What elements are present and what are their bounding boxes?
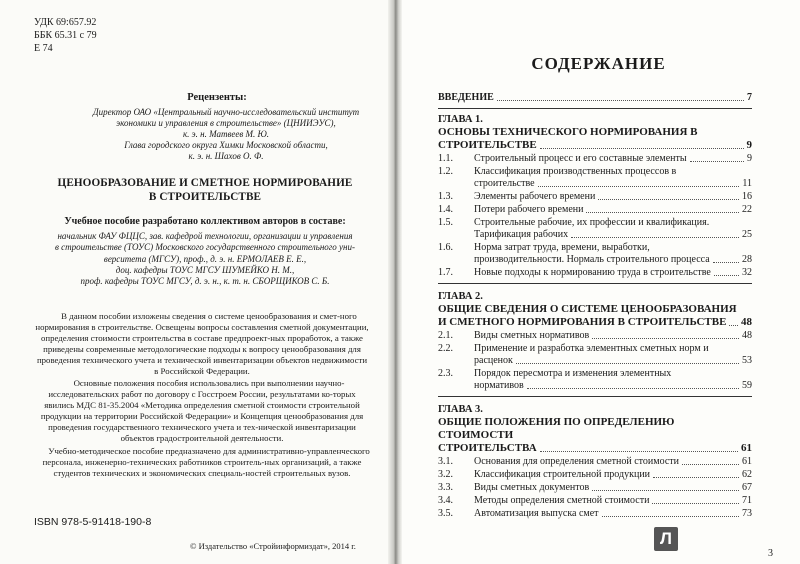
- chapter-page: 61: [741, 442, 752, 454]
- leader-dots: [682, 464, 739, 465]
- reviewer-line: Глава городского округа Химки Московской области,: [124, 140, 328, 150]
- section-page: 71: [742, 495, 752, 506]
- authors-list: [40, 231, 370, 287]
- section-number: 1.1.: [438, 153, 453, 164]
- leader-dots: [497, 100, 744, 101]
- leader-dots: [714, 275, 739, 276]
- abstract: [34, 311, 370, 481]
- section-page: 11: [742, 178, 752, 189]
- chapter-title-line: ОБЩИЕ СВЕДЕНИЯ О СИСТЕМЕ ЦЕНООБРАЗОВАНИЯ: [438, 303, 737, 315]
- toc-section[interactable]: [438, 217, 752, 241]
- reviewers-list: [78, 107, 374, 162]
- author-line: проф. кафедры ТОУС МГСУ, д. э. н., к. т. н. СБОРЩИКОВ С. Б.: [80, 276, 330, 287]
- toc-section[interactable]: [438, 469, 752, 481]
- book-title-line: ЦЕНООБРАЗОВАНИЕ И СМЕТНОЕ НОРМИРОВАНИЕ: [57, 177, 353, 189]
- section-page: 73: [742, 508, 752, 519]
- toc-section[interactable]: [438, 343, 752, 367]
- section-title: Классификация производственных процессов в: [474, 166, 677, 177]
- section-title: производительности. Нормаль строительного процесса: [474, 254, 710, 265]
- divider: [438, 283, 752, 284]
- chapter-title[interactable]: [438, 316, 752, 329]
- leader-dots: [540, 148, 744, 149]
- section-page: 25: [742, 229, 752, 240]
- section-page: 67: [742, 482, 752, 493]
- chapter-title-line: ОБЩИЕ ПОЛОЖЕНИЯ ПО ОПРЕДЕЛЕНИЮ СТОИМОСТИ: [438, 416, 675, 441]
- toc-section[interactable]: [438, 368, 752, 392]
- reviewer-line: Директор ОАО «Центральный научно-исследовательский институт: [92, 107, 360, 117]
- leader-dots: [527, 388, 739, 389]
- author-line: верситета (МГСУ), проф., д. э. н. ЕРМОЛАЕВ Е. Е.,: [103, 253, 307, 264]
- authors-heading: Учебное пособие разработано коллективом авторов в составе:: [64, 216, 346, 227]
- reviewer-line: к. э. н. Шахов О. Ф.: [188, 151, 264, 161]
- chapter-title-line: СТРОИТЕЛЬСТВА: [438, 442, 537, 454]
- reviewer-line: к. э. н. Матвеев М. Ю.: [182, 129, 270, 139]
- author-mark: Е 74: [34, 43, 53, 54]
- section-number: 2.2.: [438, 343, 453, 354]
- section-title: Виды сметных нормативов: [474, 330, 590, 341]
- section-page: 22: [742, 204, 752, 215]
- toc-section[interactable]: [438, 456, 752, 468]
- section-title: Строительный процесс и его составные элементы: [474, 153, 687, 164]
- section-title: строительстве: [474, 178, 535, 189]
- book-title: [40, 176, 370, 204]
- section-number: 1.6.: [438, 242, 453, 253]
- section-page: 9: [747, 153, 752, 164]
- leader-dots: [540, 451, 738, 452]
- chapter-title[interactable]: [438, 416, 752, 442]
- section-number: 3.4.: [438, 495, 453, 506]
- section-number: 3.1.: [438, 456, 453, 467]
- toc-section[interactable]: [438, 267, 752, 279]
- toc-chapters: [438, 113, 752, 520]
- chapter-title[interactable]: [438, 442, 752, 455]
- toc-section[interactable]: [438, 330, 752, 342]
- section-page: 32: [742, 267, 752, 278]
- section-number: 1.4.: [438, 204, 453, 215]
- publisher-logo: Л: [654, 527, 678, 551]
- toc-title: СОДЕРЖАНИЕ: [531, 54, 666, 73]
- section-title: расценок: [474, 355, 513, 366]
- section-title: Элементы рабочего времени: [474, 191, 596, 202]
- toc-section[interactable]: [438, 495, 752, 507]
- section-page: 28: [742, 254, 752, 265]
- section-title: Виды сметных документов: [474, 482, 590, 493]
- section-number: 3.5.: [438, 508, 453, 519]
- leader-dots: [592, 338, 739, 339]
- section-number: 3.3.: [438, 482, 453, 493]
- udc-code: УДК 69:657.92: [34, 17, 97, 28]
- author-line: доц. кафедры ТОУС МГСУ ШУМЕЙКО Н. М.,: [115, 264, 295, 275]
- page-number: 3: [768, 548, 773, 559]
- toc-section[interactable]: [438, 153, 752, 165]
- chapter-page: 9: [746, 139, 752, 151]
- leader-dots: [602, 516, 739, 517]
- leader-dots: [729, 325, 738, 326]
- reviewer-line: экономики и управления в строительстве» (ЦНИИЭУС),: [116, 118, 336, 128]
- chapter-label: ГЛАВА 3.: [438, 404, 483, 415]
- bbk-code: ББК 65.31 с 79: [34, 30, 97, 41]
- section-page: 59: [742, 380, 752, 391]
- book-gutter: [388, 0, 402, 564]
- chapter-label: ГЛАВА 2.: [438, 291, 483, 302]
- section-number: 3.2.: [438, 469, 453, 480]
- section-title: Строительные рабочие, их профессии и квалификация.: [474, 217, 710, 228]
- leader-dots: [653, 477, 739, 478]
- chapter-page: 48: [741, 316, 752, 328]
- leader-dots: [713, 262, 739, 263]
- chapter-title[interactable]: [438, 139, 752, 152]
- toc-section[interactable]: [438, 204, 752, 216]
- toc-section[interactable]: [438, 166, 752, 190]
- isbn: ISBN 978-5-91418-190-8: [34, 516, 152, 528]
- chapter-title-line: СТРОИТЕЛЬСТВЕ: [438, 139, 537, 151]
- chapter-title-line: И СМЕТНОГО НОРМИРОВАНИЯ В СТРОИТЕЛЬСТВЕ: [438, 316, 727, 328]
- reviewers-heading: Рецензенты:: [187, 92, 247, 103]
- section-title: Основания для определения сметной стоимости: [474, 456, 679, 467]
- leader-dots: [538, 186, 740, 187]
- leader-dots: [652, 503, 739, 504]
- section-number: 1.2.: [438, 166, 453, 177]
- section-number: 1.5.: [438, 217, 453, 228]
- section-page: 16: [742, 191, 752, 202]
- classification-codes: [34, 16, 97, 55]
- section-title: Порядок пересмотра и изменения элементных: [474, 368, 672, 379]
- chapter-title[interactable]: [438, 126, 752, 139]
- section-number: 1.3.: [438, 191, 453, 202]
- toc-section[interactable]: [438, 482, 752, 494]
- section-title: Норма затрат труда, времени, выработки,: [474, 242, 650, 253]
- table-of-contents: [438, 92, 752, 520]
- toc-section[interactable]: [438, 191, 752, 203]
- section-page: 53: [742, 355, 752, 366]
- section-title: Потери рабочего времени: [474, 204, 584, 215]
- abstract-paragraph: Основные положения пособия использовались при выполнении научно-исследовательских работ по договору с Госстроем России, результатами ко-торых явились МДС 81-35.2004 «Методика определения сметной стоимости строительной продукции на территории Российской Федерации» и Концепция ценообразования для проведения государственного технического учета и тех-нической инвентаризации объектов градостроительной деятельности.: [40, 378, 364, 443]
- section-title: Методы определения сметной стоимости: [474, 495, 650, 506]
- author-line: начальник ФАУ ФЦЦС, зав. кафедрой технологии, организации и управления: [57, 231, 353, 241]
- chapter-title-line: ОСНОВЫ ТЕХНИЧЕСКОГО НОРМИРОВАНИЯ В: [438, 126, 698, 138]
- chapter-title[interactable]: [438, 303, 752, 316]
- section-number: 1.7.: [438, 267, 453, 278]
- toc-intro-label: ВВЕДЕНИЕ: [438, 92, 494, 103]
- section-title: Новые подходы к нормированию труда в строительстве: [474, 267, 711, 278]
- toc-section[interactable]: [438, 242, 752, 266]
- section-page: 61: [742, 456, 752, 467]
- divider: [438, 108, 752, 109]
- copyright: © Издательство «Стройинформиздат», 2014 г.: [190, 541, 356, 551]
- section-title: Автоматизация выпуска смет: [474, 508, 599, 519]
- toc-section[interactable]: [438, 508, 752, 520]
- section-title: нормативов: [474, 380, 524, 391]
- section-title: Тарификация рабочих: [474, 229, 569, 240]
- leader-dots: [586, 212, 739, 213]
- leader-dots: [598, 199, 739, 200]
- leader-dots: [592, 490, 739, 491]
- toc-intro[interactable]: [438, 92, 752, 104]
- section-page: 48: [742, 330, 752, 341]
- author-line: в строительстве (ТОУС) Московского государственного строительного уни-: [54, 242, 356, 253]
- chapter-label: ГЛАВА 1.: [438, 114, 483, 125]
- leader-dots: [571, 237, 739, 238]
- leader-dots: [516, 363, 739, 364]
- section-number: 2.1.: [438, 330, 453, 341]
- book-title-line: В СТРОИТЕЛЬСТВЕ: [148, 191, 262, 203]
- section-page: 62: [742, 469, 752, 480]
- abstract-paragraph: В данном пособии изложены сведения о системе ценообразования и смет-ного нормирования в строительстве. Освещены вопросы составления сметной документации, определения стоимости строительства в составе предпроект-ных проработок, а также приведены современные методологические подходы к вопросу ценообразования для проведения технического учета и технической инвентаризации объектов недвижимости в Российской Федерации.: [35, 311, 369, 376]
- toc-intro-page: 7: [747, 92, 752, 103]
- leader-dots: [690, 161, 744, 162]
- abstract-paragraph: Учебно-методическое пособие предназначено для административно-управленческого персонала, инженерно-технических работников строитель-ных организаций, а также студентов технических и экономических специаль-ностей строительных вузов.: [42, 445, 370, 478]
- section-title: Применение и разработка элементных сметных норм и: [474, 343, 709, 354]
- divider: [438, 396, 752, 397]
- section-title: Классификация строительной продукции: [474, 469, 651, 480]
- section-number: 2.3.: [438, 368, 453, 379]
